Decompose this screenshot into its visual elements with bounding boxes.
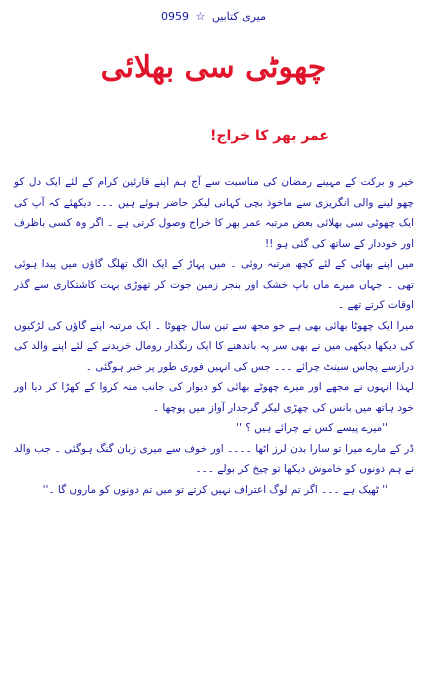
story-body [14, 172, 414, 500]
book-number: 0959 [161, 10, 190, 23]
paragraph: خیر و برکت کے مہینے رمضان کی مناسبت سے آج ہم اپنے قارئین کرام کے لئے ایک دل کو چھو لینے والی انگریزی سے ماخوذ بچی کہانی لیکر حاضر ہوئے ہیں ۔۔۔ دیکھئے کہ آپ کی ایک چھوٹی سی بھلائی بعض مرتبہ عمر بھر کا خراج وصول کرتی ہے ۔ اگر وہ کسی باظرف اور خوددار کے ساتھ کی گئی ہو !! [14, 176, 414, 250]
story-title: چھوٹی سی بھلائی [100, 50, 327, 85]
series-name: میری کتابیں [211, 10, 266, 23]
page-header [0, 10, 427, 23]
story-subtitle: عمر بھر کا خراج! [210, 128, 329, 144]
paragraph: لہذا انہوں نے مجھے اور میرے چھوٹے بھائی کو دیوار کی جانب منہ کروا کے کھڑا کر دیا اور خود ہاتھ میں بانس کی چھڑی لیکر گرجدار آواز میں پوچھا ۔ [14, 381, 414, 414]
star-icon: ☆ [195, 10, 206, 23]
paragraph: میں اپنے بھائی کے لئے کچھ مرتبہ روئی ۔ میں پہاڑ کے ایک الگ تھلگ گاؤں میں پیدا ہوئی تھی ۔ جہاں میرے ماں باپ خشک اور بنجر زمین جوت کر تھوڑی بہت کاشتکاری سے گذر اوقات کرتے تھے ۔ [14, 258, 414, 311]
paragraph: میرا ایک چھوٹا بھائی بھی ہے جو مجھ سے تین سال چھوٹا ۔ ایک مرتبہ اپنے گاؤں کی لڑکیوں کی دیکھا دیکھی میں نے بھی سر پہ باندھنے کا ایک رنگدار رومال خریدنے کے لئے اپنے والد کی درازسے پچاس سینٹ چرائے ۔۔۔ جس کی انہیں فوری طور پر خبر ہوگئی ۔ [14, 319, 414, 373]
dialog-line: '' ٹھیک ہے ۔۔۔ اگر تم لوگ اعتراف نہیں کرتے تو میں تم دونوں کو ماروں گا ۔'' [42, 483, 388, 496]
dialog-line: ''میرے پیسے کس نے چرائے ہیں ؟ '' [236, 422, 388, 434]
paragraph: ڈر کے مارے میرا تو سارا بدن لرز اٹھا ۔۔۔۔ اور خوف سے میری زبان گنگ ہوگئی ۔ جب والد نے ہم دونوں کو خاموش دیکھا تو چیخ کر بولے ۔۔۔ [14, 442, 414, 475]
